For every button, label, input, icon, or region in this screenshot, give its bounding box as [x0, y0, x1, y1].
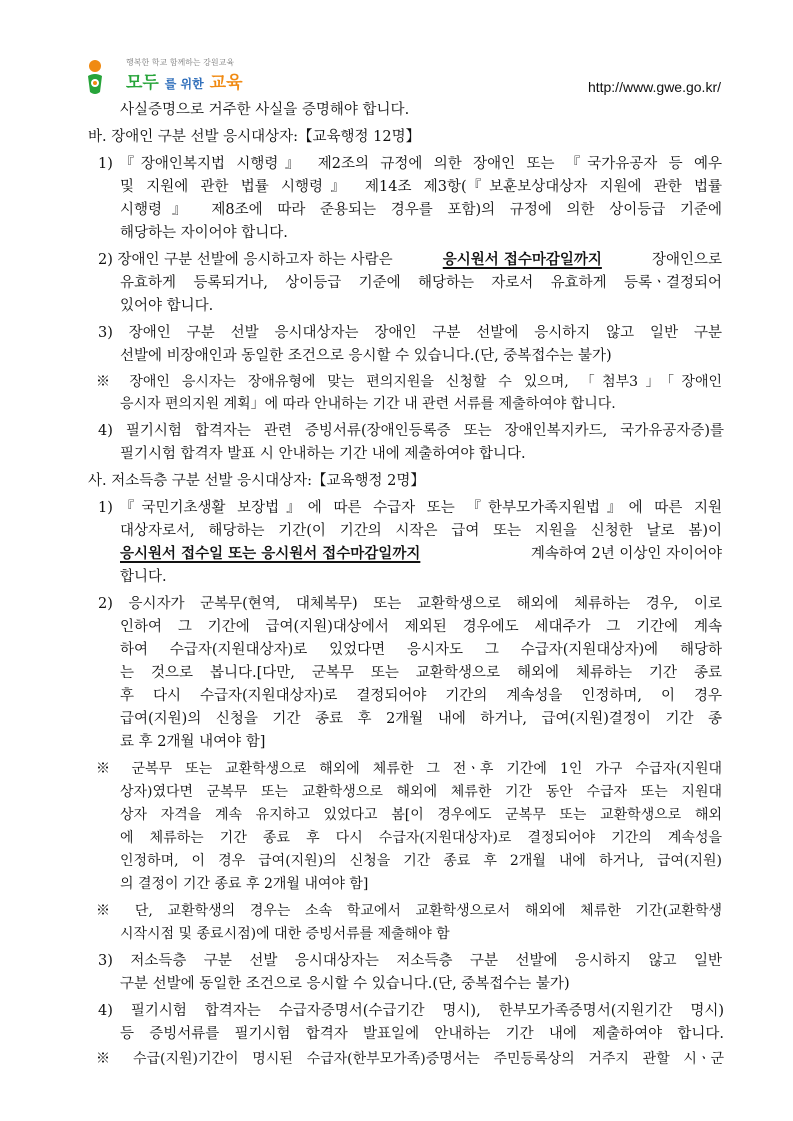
- section-heading-sa: 사. 저소득층 구분 선발 응시대상자:【교육행정 2명】: [88, 473, 425, 489]
- text-line: 2) 응시자가 군복무(현역, 대체복무) 또는 교환학생으로 해외에 체류하는 경우, 이로: [98, 596, 722, 612]
- text-line: 사실증명으로 거주한 사실을 증명해야 합니다.: [120, 102, 410, 118]
- text-line: 3) 장애인 구분 선발 응시대상자는 장애인 구분 선발에 응시하지 않고 일반 구분: [98, 325, 722, 341]
- note-line: 상자 자격을 계속 유지하고 있었다고 봄[이 경우에도 군복무 또는 교환학생으로 해외: [120, 807, 722, 823]
- text-line: 1)『국민기초생활 보장법』에 따른 수급자 또는 『한부모가족지원법』에 따른 지원: [98, 500, 722, 516]
- text-line: 있어야 합니다.: [120, 298, 214, 314]
- text-line: 1)『장애인복지법 시행령』 제2조의 규정에 의한 장애인 또는 『국가유공자 등 예우: [98, 156, 722, 172]
- logo: [86, 56, 326, 100]
- text-line: 선발에 비장애인과 동일한 조건으로 응시할 수 있습니다.(단, 중복접수는 불가): [120, 348, 612, 364]
- text-line: 시행령』 제8조에 따라 준용되는 경우를 포함)의 규정에 의한 상이등급 기준에: [120, 202, 722, 218]
- text-line: 인하여 그 기간에 급여(지원)대상에서 제외된 경우에도 세대주가 그 기간에 계속: [120, 619, 722, 635]
- text-line: 후 다시 수급자(지원대상자)로 결정되어야 기간의 계속성을 인정하며, 이 경우: [120, 688, 722, 704]
- site-url[interactable]: http://www.gwe.go.kr/: [587, 79, 721, 95]
- note-line: 상자)였다면 군복무 또는 교환학생으로 해외에 체류한 기간 동안 수급자 또는 지원대: [120, 784, 722, 800]
- text-line: 대상자로서, 해당하는 기간(이 기간의 시작은 급여 또는 지원을 신청한 날로 봄)이: [120, 523, 722, 539]
- text-line: 등 증빙서류를 필기시험 합격자 발표일에 안내하는 기간 내에 제출하여야 합니다.: [120, 1026, 724, 1042]
- note-line: 인정하며, 이 경우 급여(지원)의 신청을 기간 종료 후 2개월 내에 하거나, 급여(지원): [120, 853, 722, 869]
- emphasis-deadline: 응시원서 접수마감일까지: [442, 251, 602, 268]
- text-line: 해당하는 자이어야 합니다.: [120, 225, 288, 241]
- note-line: 시작시점 및 종료시점)에 대한 증빙서류를 제출해야 함: [120, 926, 450, 942]
- section-heading-ba: 바. 장애인 구분 선발 응시대상자:【교육행정 12명】: [88, 129, 421, 145]
- logo-title: 모두 를 위한 교육: [126, 73, 243, 93]
- text-line: 2) 장애인 구분 선발에 응시하고자 하는 사람은 응시원서 접수마감일까지 장애인으로: [98, 251, 722, 268]
- note-line: ※ 단, 교환학생의 경우는 소속 학교에서 교환학생으로서 해외에 체류한 기간(교환학생: [96, 903, 722, 919]
- text-line: 급여(지원)의 신청을 기간 종료 후 2개월 내에 하거나, 급여(지원)결정이 기간 종: [120, 711, 722, 727]
- text-line: 유효하게 등록되거나, 상이등급 기준에 해당하는 자로서 유효하게 등록ㆍ결정되어: [120, 275, 722, 291]
- note-line: ※ 수급(지원)기간이 명시된 수급자(한부모가족)증명서는 주민등록상의 거주지 관할 시ㆍ군: [96, 1051, 724, 1067]
- note-line: 의 결정이 기간 종료 후 2개월 내여야 함]: [120, 876, 369, 892]
- note-line: 에 체류하는 기간 종료 후 다시 수급자(지원대상자)로 결정되어야 기간의 계속성을: [120, 830, 722, 846]
- text-line: 3) 저소득층 구분 선발 응시대상자는 저소득층 구분 선발에 응시하지 않고 일반: [98, 953, 722, 969]
- text-line: 필기시험 합격자 발표 시 안내하는 기간 내에 제출하여야 합니다.: [120, 446, 526, 462]
- logo-figure-icon: [86, 58, 126, 98]
- text-line: 응시원서 접수일 또는 응시원서 접수마감일까지 계속하여 2년 이상인 자이어야: [120, 545, 722, 562]
- text-line: 및 지원에 관한 법률 시행령』 제14조 제3항(『보훈보상대상자 지원에 관한 법률: [120, 179, 722, 195]
- note-line: ※ 군복무 또는 교환학생으로 해외에 체류한 그 전ㆍ후 기간에 1인 가구 수급자(지원대: [96, 761, 722, 777]
- text-line: 하여 수급자(지원대상자)로 있었다면 응시자도 그 수급자(지원대상자)에 해당하: [120, 642, 722, 658]
- text-line: 4) 필기시험 합격자는 수급자증명서(수급기간 명시), 한부모가족증명서(지원기간 명시): [98, 1003, 724, 1019]
- text-line: 는 것으로 봅니다.[다만, 군복무 또는 교환학생으로 해외에 체류하는 기간 종료: [120, 665, 722, 681]
- text-line: 구분 선발에 동일한 조건으로 응시할 수 있습니다.(단, 중복접수는 불가): [120, 976, 570, 992]
- text-line: 4) 필기시험 합격자는 관련 증빙서류(장애인등록증 또는 장애인복지카드, 국가유공자증)를: [98, 423, 724, 439]
- text-line: 료 후 2개월 내여야 함]: [120, 734, 266, 750]
- text-line: 합니다.: [120, 569, 167, 585]
- note-line: 응시자 편의지원 계획」에 따라 안내하는 기간 내 관련 서류를 제출하여야 합니다.: [120, 396, 616, 412]
- note-line: ※ 장애인 응시자는 장애유형에 맞는 편의지원을 신청할 수 있으며, 「첨부3」「장애인: [96, 374, 722, 390]
- logo-tagline: 행복한 학교 함께하는 강원교육: [126, 58, 235, 67]
- emphasis-deadline: 응시원서 접수일 또는 응시원서 접수마감일까지: [120, 545, 421, 562]
